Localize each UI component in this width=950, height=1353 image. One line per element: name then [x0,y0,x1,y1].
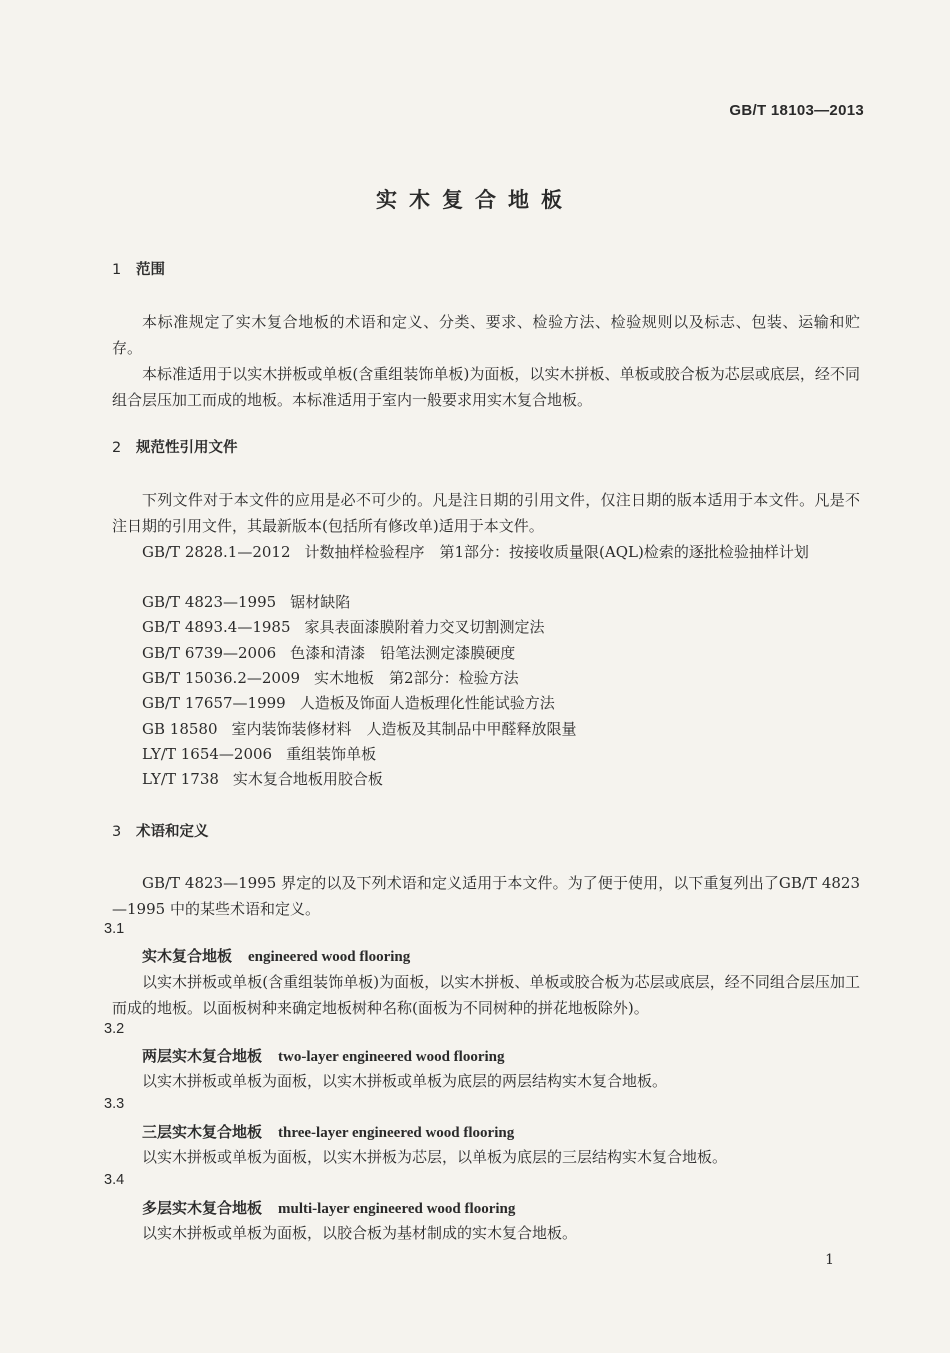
term-heading [142,1045,505,1066]
term-en: engineered wood flooring [248,949,411,965]
reference-title: 人造板及饰面人造板理化性能试验方法 [299,694,555,712]
reference-title: 重组装饰单板 [286,745,377,763]
reference-code: GB/T 4893.4—1985 [142,618,291,636]
term-heading [142,945,410,966]
paragraph: 下列文件对于本文件的应用是必不可少的。凡是注日期的引用文件，仅注日期的版本适用于本文件。凡是不注日期的引用文件，其最新版本(包括所有修改单)适用于本文件。 [112,491,860,535]
term-definition: 以实木拼板或单板为面板，以实木拼板或单板为底层的两层结构实木复合地板。 [142,1072,668,1090]
term-en: multi-layer engineered wood flooring [278,1201,516,1217]
term-heading [142,1121,514,1142]
term-heading [142,1197,515,1218]
reference-code: GB/T 6739—2006 [142,644,277,662]
clause-number: 3.2 [104,1021,125,1037]
standard-code: GB/T 18103—2013 [729,102,864,119]
reference-code: GB/T 15036.2—2009 [142,669,301,687]
reference-title: 计数抽样检验程序 第1部分：按接收质量限(AQL)检索的逐批检验抽样计划 [304,543,809,561]
term-zh: 多层实木复合地板 [142,1199,263,1217]
reference-code: GB/T 4823—1995 [142,593,277,611]
section-1-heading [112,258,165,279]
section-3-heading [112,820,209,841]
reference-code: GB/T 2828.1—2012 [142,543,291,561]
section-number: 1 [112,262,122,278]
reference-title: 室内装饰装修材料 人造板及其制品中甲醛释放限量 [231,720,577,738]
term-zh: 三层实木复合地板 [142,1123,263,1141]
term-zh: 两层实木复合地板 [142,1047,263,1065]
section-title: 范围 [136,262,165,278]
reference-item [112,539,860,565]
reference-title: 家具表面漆膜附着力交叉切割测定法 [304,618,545,636]
clause-number: 3.4 [104,1172,125,1188]
page-number: 1 [825,1252,834,1268]
document-title: 实木复合地板 [376,188,574,212]
term-definition: 以实木拼板或单板为面板，以胶合板为基材制成的实木复合地板。 [142,1224,578,1242]
reference-item [142,741,376,767]
reference-item [142,640,515,666]
reference-title: 色漆和清漆 铅笔法测定漆膜硬度 [290,644,516,662]
clause-number: 3.1 [104,921,125,937]
reference-title: 实木地板 第2部分：检验方法 [314,669,519,687]
reference-item [142,589,350,615]
clause-number: 3.3 [104,1096,125,1112]
reference-title: 锯材缺陷 [290,593,351,611]
term-en: three-layer engineered wood flooring [278,1125,515,1141]
section-2-heading [112,436,238,457]
section-number: 2 [112,440,122,456]
term-en: two-layer engineered wood flooring [278,1049,505,1065]
section-number: 3 [112,824,122,840]
paragraph: GB/T 4823—1995 界定的以及下列术语和定义适用于本文件。为了便于使用，以下重复列出了GB/T 4823—1995 中的某些术语和定义。 [112,874,860,918]
paragraph: 本标准适用于以实木拼板或单板(含重组装饰单板)为面板，以实木拼板、单板或胶合板为芯层或底层，经不同组合层压加工而成的地板。本标准适用于室内一般要求用实木复合地板。 [112,365,860,409]
section-title: 规范性引用文件 [136,440,238,456]
reference-item [142,766,383,792]
paragraph: 本标准规定了实木复合地板的术语和定义、分类、要求、检验方法、检验规则以及标志、包装、运输和贮存。 [112,313,860,357]
section-title: 术语和定义 [136,824,209,840]
reference-code: GB/T 17657—1999 [142,694,286,712]
term-definition: 以实木拼板或单板(含重组装饰单板)为面板，以实木拼板、单板或胶合板为芯层或底层，经不同组合层压加工而成的地板。以面板树种来确定地板树种名称(面板为不同树种的拼花地板除外)。 [112,973,860,1017]
reference-code: LY/T 1738 [142,770,219,788]
reference-title: 实木复合地板用胶合板 [232,770,383,788]
reference-item [142,614,545,640]
term-zh: 实木复合地板 [142,947,233,965]
reference-code: GB 18580 [142,720,218,738]
reference-code: LY/T 1654—2006 [142,745,273,763]
term-definition: 以实木拼板或单板为面板，以实木拼板为芯层，以单板为底层的三层结构实木复合地板。 [142,1148,728,1166]
reference-item [142,716,577,742]
reference-item [142,690,555,716]
reference-item [142,665,519,691]
